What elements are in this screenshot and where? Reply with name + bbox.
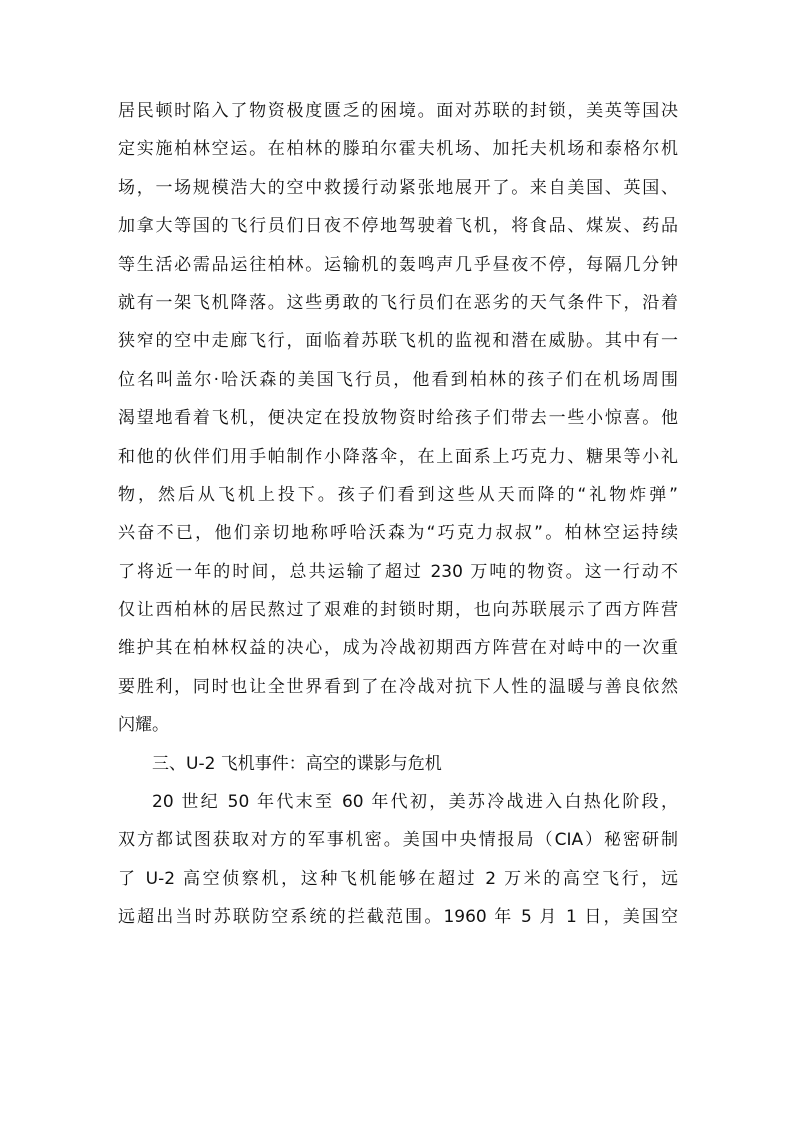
text-line: 居民顿时陷入了物资极度匮乏的困境。面对苏联的封锁，美英等国决: [118, 101, 678, 121]
section-heading-text: 三、U-2 飞机事件：高空的谍影与危机: [152, 753, 442, 774]
text-line: 闪耀。: [118, 715, 169, 736]
text-line: 加拿大等国的飞行员们日夜不停地驾驶着飞机，将食品、煤炭、药品: [118, 216, 678, 237]
text-line: 仅让西柏林的居民熬过了艰难的封锁时期，也向苏联展示了西方阵营: [118, 600, 678, 621]
text-line: 要胜利，同时也让全世界看到了在冷战对抗下人性的温暖与善良依然: [118, 676, 678, 697]
text-line: 等生活必需品运往柏林。运输机的轰鸣声几乎昼夜不停，每隔几分钟: [118, 254, 678, 275]
text-line: 兴奋不已，他们亲切地称呼哈沃森为“巧克力叔叔”。柏林空运持续: [118, 523, 678, 544]
text-line: 物，然后从飞机上投下。孩子们看到这些从天而降的“礼物炸弹”: [118, 484, 678, 505]
text-line: 维护其在柏林权益的决心，成为冷战初期西方阵营在对峙中的一次重: [118, 638, 678, 659]
document-body: [118, 92, 678, 937]
text-line: 双方都试图获取对方的军事机密。美国中央情报局（CIA）秘密研制: [118, 830, 678, 851]
text-line: 场，一场规模浩大的空中救援行动紧张地展开了。来自美国、英国、: [118, 177, 678, 198]
text-line: 和他的伙伴们用手帕制作小降落伞，在上面系上巧克力、糖果等小礼: [118, 446, 678, 467]
text-line: 渴望地看着飞机，便决定在投放物资时给孩子们带去一些小惊喜。他: [118, 408, 678, 429]
paragraph-berlin-airlift: [118, 92, 678, 745]
text-line: 20 世纪 50 年代末至 60 年代初，美苏冷战进入白热化阶段，: [152, 792, 678, 813]
text-line: 就有一架飞机降落。这些勇敢的飞行员们在恶劣的天气条件下，沿着: [118, 292, 678, 313]
text-line: 定实施柏林空运。在柏林的滕珀尔霍夫机场、加托夫机场和泰格尔机: [118, 139, 678, 160]
text-line: 远超出当时苏联防空系统的拦截范围。1960 年 5 月 1 日，美国空: [118, 907, 678, 928]
section-heading: [118, 745, 678, 783]
paragraph-u2-incident: [118, 783, 678, 937]
text-line: 位名叫盖尔·哈沃森的美国飞行员，他看到柏林的孩子们在机场周围: [118, 369, 678, 390]
text-line: 狭窄的空中走廊飞行，面临着苏联飞机的监视和潜在威胁。其中有一: [118, 331, 678, 352]
text-line: 了将近一年的时间，总共运输了超过 230 万吨的物资。这一行动不: [118, 561, 678, 582]
text-line: 了 U-2 高空侦察机，这种飞机能够在超过 2 万米的高空飞行，远: [118, 868, 678, 889]
